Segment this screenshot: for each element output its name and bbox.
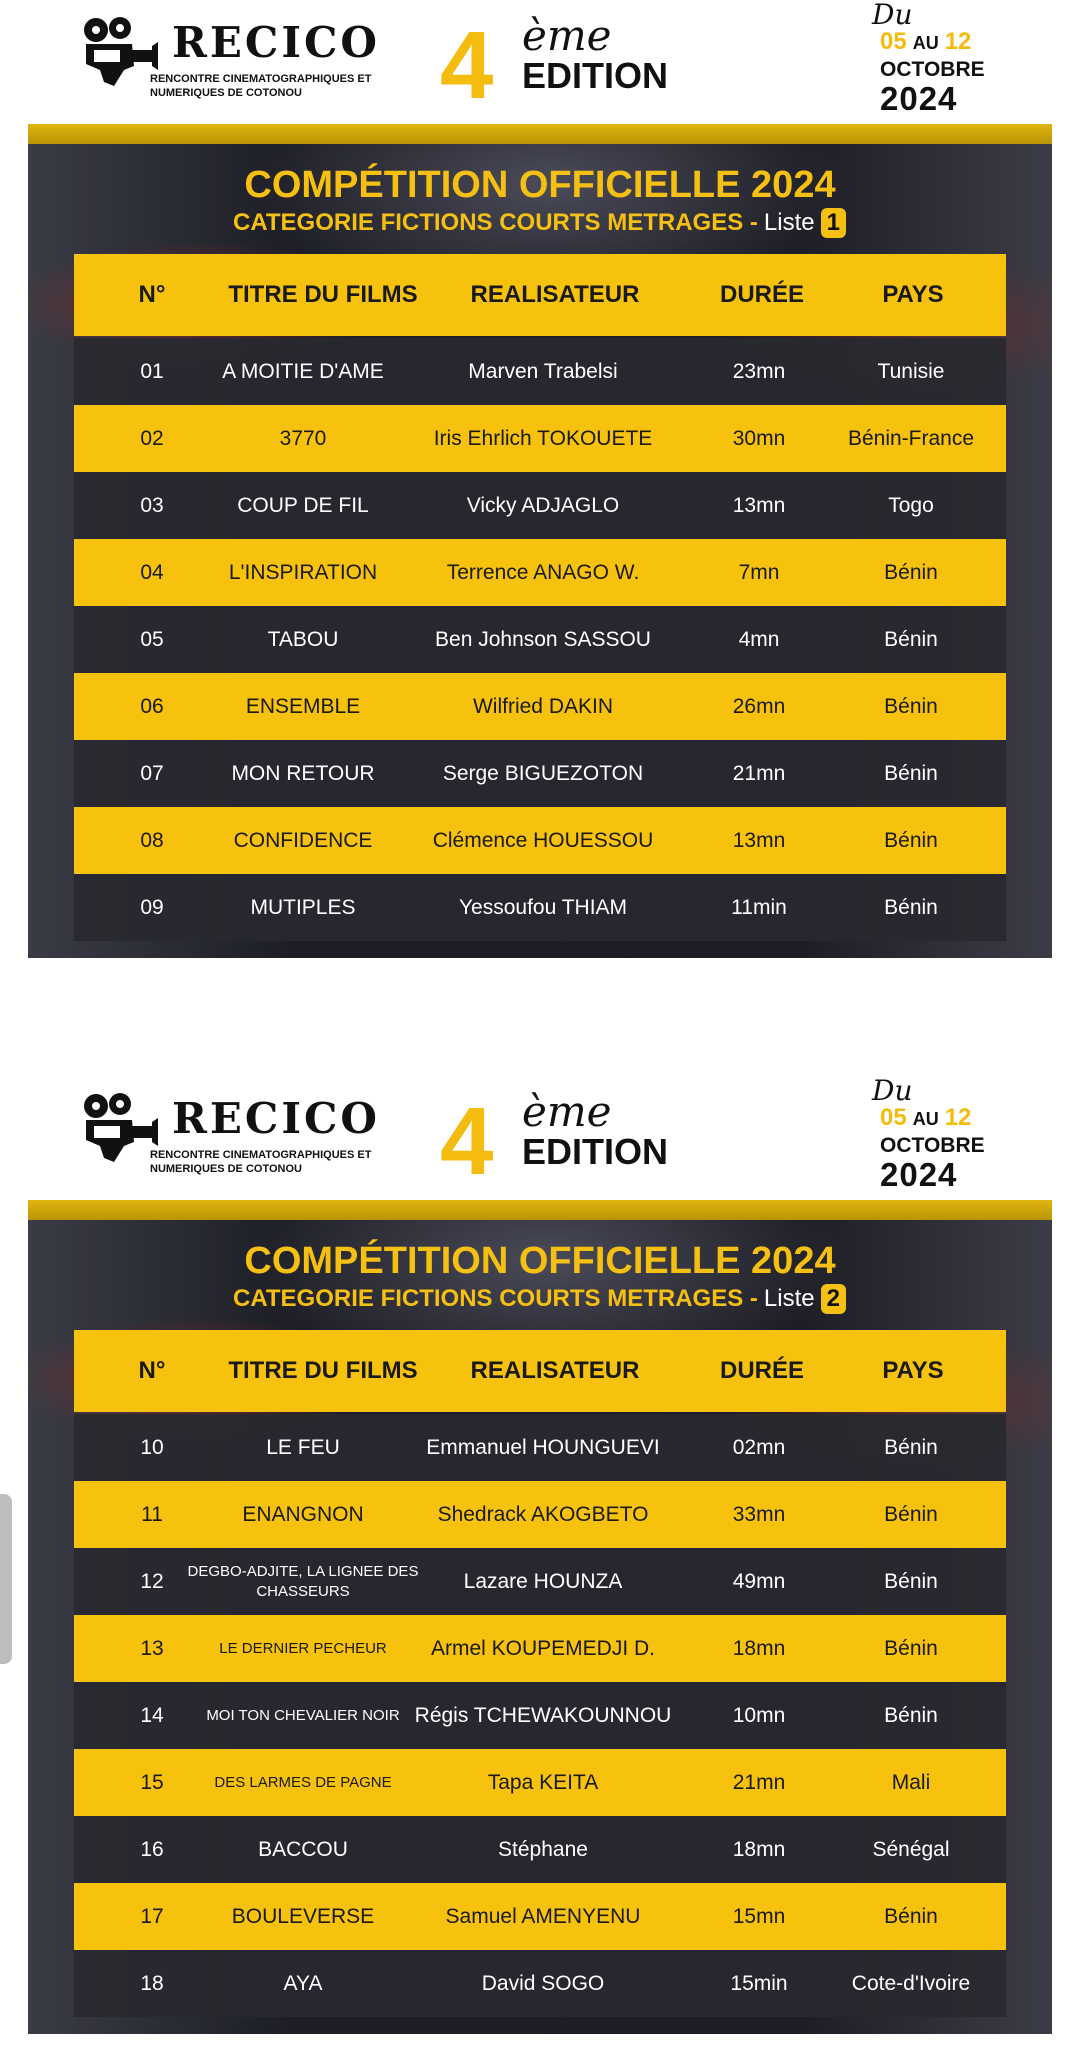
table-row: [74, 740, 1006, 807]
cell-title: AYA: [283, 1971, 323, 1995]
cell-duration: 18mn: [732, 1837, 786, 1861]
cell-duration: 15min: [730, 1971, 788, 1995]
table-row: [74, 1816, 1006, 1883]
cell-no: 02: [140, 426, 164, 450]
date-au: AU: [912, 1109, 939, 1129]
cell-duration: 13mn: [732, 828, 786, 852]
cell-title: MOI TON CHEVALIER NOIR: [206, 1707, 400, 1724]
cell-director: Marven Trabelsi: [468, 359, 618, 383]
table-row: [74, 1481, 1006, 1548]
table-row: [74, 472, 1006, 539]
cell-director: Samuel AMENYENU: [445, 1904, 641, 1928]
cell-title: MON RETOUR: [231, 761, 375, 785]
cell-title: TABOU: [267, 627, 339, 651]
cell-no: 05: [140, 627, 164, 651]
poster-liste-1: [0, 0, 1080, 960]
cell-country: Bénin: [884, 1703, 938, 1727]
cell-no: 06: [140, 694, 164, 718]
date-range: [880, 1104, 971, 1132]
poster-liste-2: [0, 1076, 1080, 2036]
cell-director: David SOGO: [481, 1971, 605, 1995]
cell-title: MUTIPLES: [250, 895, 356, 919]
cell-duration: 21mn: [732, 761, 786, 785]
column-header-no: N°: [138, 1357, 166, 1384]
cell-country: Bénin: [884, 761, 938, 785]
date-year: 2024: [880, 1156, 958, 1193]
cell-title: 3770: [279, 426, 327, 450]
cell-director: Emmanuel HOUNGUEVI: [426, 1435, 660, 1459]
cell-country: Mali: [891, 1770, 931, 1794]
edition-number: 4: [440, 12, 494, 119]
cell-duration: 11min: [731, 895, 787, 919]
cell-title: LE FEU: [266, 1435, 340, 1459]
cell-duration: 15mn: [732, 1904, 786, 1928]
cell-director: Serge BIGUEZOTON: [442, 761, 644, 785]
category-label: CATEGORIE FICTIONS COURTS METRAGES -: [233, 1285, 758, 1312]
cell-title: CONFIDENCE: [233, 828, 373, 852]
cell-country: Bénin: [884, 1904, 938, 1928]
cell-director: Lazare HOUNZA: [463, 1569, 623, 1593]
cell-duration: 02mn: [732, 1435, 786, 1459]
cell-director: Iris Ehrlich TOKOUETE: [433, 426, 653, 450]
column-header-director: REALISATEUR: [470, 281, 640, 308]
panel-subtitle: [233, 208, 846, 238]
cell-country: Tunisie: [877, 359, 945, 383]
cell-country: Bénin: [884, 627, 938, 651]
edition-word: EDITION: [522, 55, 669, 96]
poster-header: [0, 0, 1080, 122]
date-year: 2024: [880, 80, 958, 117]
panel-title: COMPÉTITION OFFICIELLE 2024: [244, 164, 836, 206]
table-row: [74, 1548, 1006, 1615]
cell-director: Régis TCHEWAKOUNNOU: [414, 1703, 672, 1727]
panel-title: COMPÉTITION OFFICIELLE 2024: [244, 1240, 836, 1282]
table-header: [74, 254, 1006, 336]
cell-no: 10: [140, 1435, 164, 1459]
table-row: [74, 1950, 1006, 2017]
cell-title: DES LARMES DE PAGNE: [214, 1774, 392, 1791]
cell-director: Vicky ADJAGLO: [466, 493, 620, 517]
cell-duration: 18mn: [732, 1636, 786, 1660]
column-header-country: PAYS: [882, 281, 944, 308]
cell-no: 18: [140, 1971, 164, 1995]
cell-title: BACCOU: [258, 1837, 348, 1861]
cell-title: LE DERNIER PECHEUR: [219, 1640, 387, 1657]
competition-panel: [28, 144, 1052, 958]
cell-title: BOULEVERSE: [231, 1904, 375, 1928]
cell-title: DEGBO-ADJITE, LA LIGNEE DES CHASSEURS: [187, 1562, 419, 1600]
poster-header: [0, 1076, 1080, 1198]
cell-no: 14: [140, 1703, 164, 1727]
cell-duration: 26mn: [732, 694, 786, 718]
cell-country: Bénin: [884, 1435, 938, 1459]
edition-number: 4: [440, 1088, 494, 1195]
cell-country: Bénin: [884, 560, 938, 584]
cell-title: L'INSPIRATION: [228, 560, 378, 584]
category-label: CATEGORIE FICTIONS COURTS METRAGES -: [233, 209, 758, 236]
cell-duration: 49mn: [732, 1569, 786, 1593]
column-header-duration: DURÉE: [719, 1357, 805, 1384]
cell-duration: 21mn: [732, 1770, 786, 1794]
cell-director: Yessoufou THIAM: [458, 895, 628, 919]
gold-divider: [28, 1200, 1052, 1220]
column-header-no: N°: [138, 281, 166, 308]
cell-duration: 30mn: [732, 426, 786, 450]
liste-label: Liste: [763, 209, 815, 236]
table-row: [74, 405, 1006, 472]
date-month: OCTOBRE: [880, 58, 985, 81]
cell-director: Clémence HOUESSOU: [432, 828, 654, 852]
competition-panel: [28, 1220, 1052, 2034]
cell-title: A MOITIE D'AME: [222, 359, 384, 383]
column-header-title: TITRE DU FILMS: [228, 281, 418, 308]
cell-country: Bénin: [884, 1636, 938, 1660]
cell-duration: 23mn: [732, 359, 786, 383]
cell-country: Bénin: [884, 895, 938, 919]
logo-wordmark: RECICO: [172, 1094, 381, 1143]
logo-subtitle: RENCONTRE CINEMATOGRAPHIQUES ET NUMERIQUES DE COTONOU: [150, 1149, 372, 1175]
cell-no: 11: [141, 1502, 163, 1526]
table-row: [74, 1883, 1006, 1950]
table-header: [74, 1330, 1006, 1412]
cell-duration: 13mn: [732, 493, 786, 517]
date-du: Du: [872, 1074, 913, 1107]
logo-subtitle: RENCONTRE CINEMATOGRAPHIQUES ET NUMERIQUES DE COTONOU: [150, 73, 372, 99]
cell-no: 13: [140, 1636, 164, 1660]
table-row: [74, 673, 1006, 740]
cell-no: 08: [140, 828, 164, 852]
cell-title: ENSEMBLE: [245, 694, 361, 718]
cell-duration: 4mn: [738, 627, 780, 651]
cell-duration: 33mn: [732, 1502, 786, 1526]
cell-no: 17: [140, 1904, 164, 1928]
scroll-handle[interactable]: [0, 1494, 12, 1664]
date-from: 05: [880, 1104, 907, 1131]
table-row: [74, 606, 1006, 673]
date-du: Du: [872, 0, 913, 31]
film-projector-icon: [80, 16, 158, 88]
date-to: 12: [944, 28, 972, 55]
panel-subtitle: [233, 1284, 846, 1314]
column-header-country: PAYS: [882, 1357, 944, 1384]
cell-country: Bénin: [884, 828, 938, 852]
cell-duration: 10mn: [732, 1703, 786, 1727]
logo-wordmark: RECICO: [172, 18, 381, 67]
table-row: [74, 1615, 1006, 1682]
date-range: [880, 28, 971, 56]
table-row: [74, 807, 1006, 874]
film-projector-icon: [80, 1092, 158, 1164]
date-au: AU: [912, 33, 939, 53]
table-row: [74, 1414, 1006, 1481]
cell-no: 12: [140, 1569, 164, 1593]
cell-country: Bénin: [884, 694, 938, 718]
cell-no: 09: [140, 895, 164, 919]
cell-no: 16: [140, 1837, 164, 1861]
edition-word: EDITION: [522, 1131, 669, 1172]
table-row: [74, 1749, 1006, 1816]
date-to: 12: [944, 1104, 972, 1131]
cell-director: Armel KOUPEMEDJI D.: [430, 1636, 656, 1660]
cell-no: 04: [140, 560, 164, 584]
date-from: 05: [880, 28, 907, 55]
liste-label: Liste: [763, 1285, 815, 1312]
date-month: OCTOBRE: [880, 1134, 985, 1157]
liste-number-badge: 1: [821, 208, 846, 238]
cell-country: Bénin: [884, 1569, 938, 1593]
cell-title: COUP DE FIL: [237, 493, 369, 517]
cell-director: Tapa KEITA: [487, 1770, 599, 1794]
edition-superscript: ème: [522, 1087, 612, 1136]
cell-title: ENANGNON: [242, 1502, 364, 1526]
cell-no: 07: [140, 761, 164, 785]
cell-duration: 7mn: [738, 560, 780, 584]
cell-country: Cote-d'Ivoire: [851, 1971, 971, 1995]
cell-no: 15: [140, 1770, 164, 1794]
cell-no: 01: [140, 359, 164, 383]
edition-superscript: ème: [522, 11, 612, 60]
cell-director: Shedrack AKOGBETO: [437, 1502, 649, 1526]
column-header-director: REALISATEUR: [470, 1357, 640, 1384]
cell-director: Terrence ANAGO W.: [446, 560, 640, 584]
table-row: [74, 874, 1006, 941]
cell-no: 03: [140, 493, 164, 517]
table-row: [74, 539, 1006, 606]
cell-country: Sénégal: [872, 1837, 950, 1861]
cell-country: Bénin-France: [847, 426, 975, 450]
table-row: [74, 338, 1006, 405]
cell-director: Wilfried DAKIN: [472, 694, 614, 718]
column-header-title: TITRE DU FILMS: [228, 1357, 418, 1384]
table-row: [74, 1682, 1006, 1749]
cell-country: Togo: [888, 493, 934, 517]
gold-divider: [28, 124, 1052, 144]
liste-number-badge: 2: [821, 1284, 846, 1314]
cell-director: Ben Johnson SASSOU: [435, 627, 651, 651]
cell-director: Stéphane: [498, 1837, 588, 1861]
cell-country: Bénin: [884, 1502, 938, 1526]
column-header-duration: DURÉE: [719, 281, 805, 308]
